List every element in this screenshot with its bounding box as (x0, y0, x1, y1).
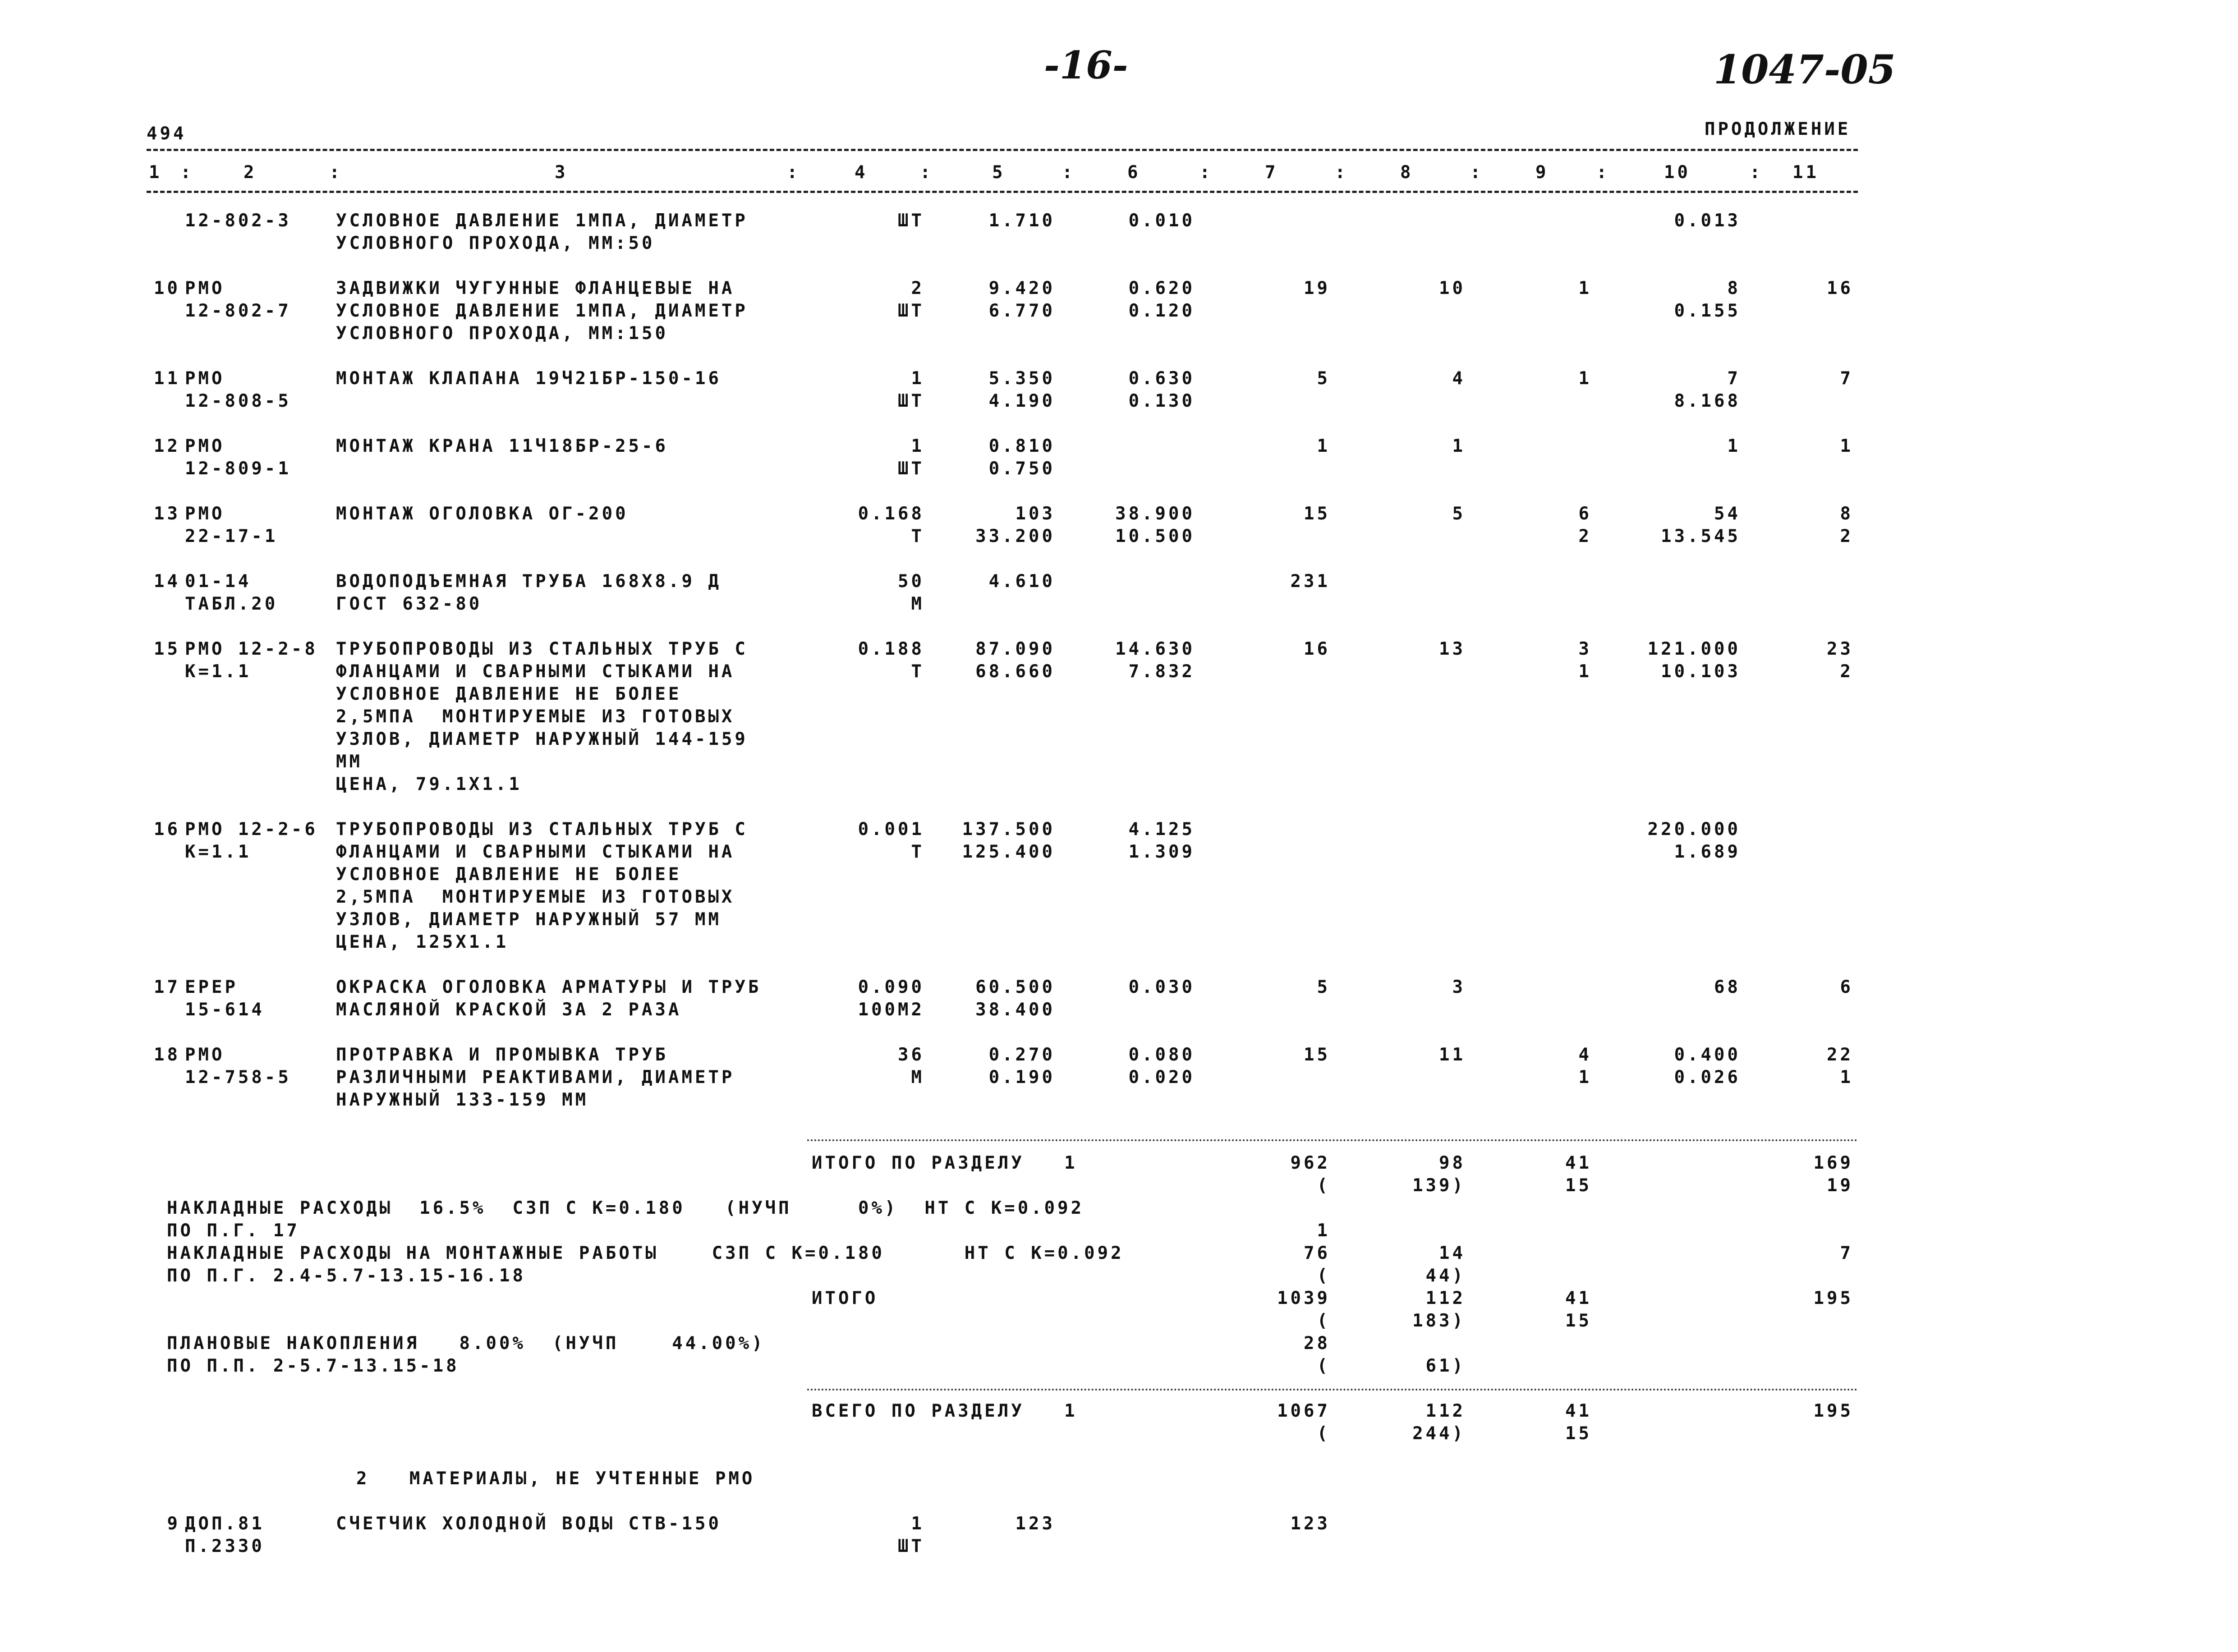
row-cell-c4: М (911, 594, 924, 614)
row-cell-c11: 8 (1840, 504, 1853, 524)
grand-total-rule (807, 1389, 1858, 1390)
row-description: УСЛОВНОЕ ДАВЛЕНИЕ 1МПА, ДИАМЕТР (336, 301, 748, 321)
row-description: НАРУЖНЫЙ 133-159 ММ (336, 1090, 589, 1110)
row-number: 11 (154, 368, 180, 389)
row-cell-c9: 4 (1578, 1045, 1592, 1065)
column-header-7: 7 (1265, 162, 1278, 183)
row-code: П.2330 (185, 1536, 265, 1556)
row-description: СЧЕТЧИК ХОЛОДНОЙ ВОДЫ СТВ-150 (336, 1514, 721, 1534)
row-cell-c6: 0.630 (1128, 368, 1195, 389)
row-code: РМО (185, 278, 225, 298)
row-cell-c5: 33.200 (975, 526, 1055, 546)
subtotal-c9: 41 (1565, 1288, 1592, 1308)
row-cell-c4: ШТ (898, 211, 924, 231)
row-description: УСЛОВНОЕ ДАВЛЕНИЕ НЕ БОЛЕЕ (336, 864, 682, 885)
section-total-c8: 98 (1439, 1153, 1466, 1173)
overhead-charges-c7: 1 (1317, 1221, 1330, 1241)
row-cell-c7: 16 (1304, 639, 1330, 659)
row-code: РМО (185, 504, 225, 524)
row-cell-c6: 38.900 (1115, 504, 1195, 524)
grand-total-c11: 195 (1813, 1401, 1853, 1421)
row-cell-c11: 22 (1827, 1045, 1853, 1065)
row-cell-c10: 0.026 (1674, 1067, 1741, 1088)
row-description: ФЛАНЦАМИ И СВАРНЫМИ СТЫКАМИ НА (336, 661, 735, 682)
row-cell-c10: 121.000 (1647, 639, 1741, 659)
row-cell-c6: 4.125 (1128, 819, 1195, 840)
row-cell-c5: 5.350 (988, 368, 1055, 389)
subtotal-c9: 15 (1565, 1311, 1592, 1331)
row-number: 17 (154, 977, 180, 997)
section-total-label: ИТОГО ПО РАЗДЕЛУ 1 (812, 1153, 1078, 1173)
row-cell-c10: 0.013 (1674, 211, 1741, 231)
row-cell-c5: 87.090 (975, 639, 1055, 659)
row-cell-c8: 3 (1452, 977, 1466, 997)
row-cell-c4: 50 (898, 571, 924, 592)
installation-overhead-c7: 76 (1304, 1243, 1330, 1263)
grand-total-c9: 41 (1565, 1401, 1592, 1421)
row-cell-c6: 0.120 (1128, 301, 1195, 321)
column-header-2: 2 (244, 162, 257, 183)
row-cell-c11: 2 (1840, 661, 1853, 682)
subtotal-c8: 112 (1425, 1288, 1466, 1308)
row-cell-c10: 8 (1727, 278, 1741, 298)
row-description: ЦЕНА, 125Х1.1 (336, 932, 509, 952)
row-description: ПРОТРАВКА И ПРОМЫВКА ТРУБ (336, 1045, 668, 1065)
row-cell-c5: 137.500 (962, 819, 1055, 840)
continuation-label: ПРОДОЛЖЕНИЕ (1705, 119, 1851, 139)
column-separator: : (1596, 162, 1610, 183)
totals-top-rule (807, 1139, 1858, 1141)
row-cell-c5: 60.500 (975, 977, 1055, 997)
row-cell-c4: 0.168 (858, 504, 924, 524)
row-cell-c6: 0.130 (1128, 391, 1195, 411)
column-separator: : (1199, 162, 1213, 183)
table-header-rule (147, 191, 1858, 193)
row-description: УЗЛОВ, ДИАМЕТР НАРУЖНЫЙ 57 ММ (336, 909, 721, 930)
row-cell-c8: 11 (1439, 1045, 1466, 1065)
column-separator: : (1335, 162, 1348, 183)
row-code: К=1.1 (185, 842, 252, 862)
row-cell-c5: 1.710 (988, 211, 1055, 231)
grand-total-c8: 244) (1412, 1423, 1466, 1444)
row-description: УСЛОВНОГО ПРОХОДА, ММ:150 (336, 323, 668, 344)
row-cell-c5: 4.190 (988, 391, 1055, 411)
column-separator: : (1750, 162, 1763, 183)
grand-total-c8: 112 (1425, 1401, 1466, 1421)
column-separator: : (920, 162, 933, 183)
row-cell-c9: 1 (1578, 1067, 1592, 1088)
row-cell-c7: 231 (1290, 571, 1330, 592)
row-cell-c4: 2 (911, 278, 924, 298)
row-cell-c7: 123 (1290, 1514, 1330, 1534)
row-cell-c8: 13 (1439, 639, 1466, 659)
row-cell-c9: 6 (1578, 504, 1592, 524)
row-code: 12-808-5 (185, 391, 291, 411)
row-cell-c6: 1.309 (1128, 842, 1195, 862)
row-number: 13 (154, 504, 180, 524)
column-header-6: 6 (1127, 162, 1141, 183)
row-cell-c6: 7.832 (1128, 661, 1195, 682)
row-number: 18 (154, 1045, 180, 1065)
row-number: 14 (154, 571, 180, 592)
row-cell-c5: 4.610 (988, 571, 1055, 592)
row-cell-c5: 6.770 (988, 301, 1055, 321)
row-code: 12-802-7 (185, 301, 291, 321)
grand-total-c7: ( (1317, 1423, 1330, 1444)
section-total-c9: 41 (1565, 1153, 1592, 1173)
row-description: ММ (336, 752, 363, 772)
row-cell-c6: 0.620 (1128, 278, 1195, 298)
planned-savings-c7: ( (1317, 1356, 1330, 1376)
row-cell-c4: 0.001 (858, 819, 924, 840)
row-description: УЗЛОВ, ДИАМЕТР НАРУЖНЫЙ 144-159 (336, 729, 748, 749)
column-header-10: 10 (1664, 162, 1691, 183)
column-separator: : (787, 162, 800, 183)
row-cell-c4: 36 (898, 1045, 924, 1065)
row-cell-c10: 68 (1714, 977, 1741, 997)
row-cell-c4: ШТ (898, 391, 924, 411)
row-cell-c6: 0.080 (1128, 1045, 1195, 1065)
row-cell-c4: Т (911, 842, 924, 862)
section-total-c8: 139) (1412, 1175, 1466, 1196)
row-description: УСЛОВНОГО ПРОХОДА, ММ:50 (336, 233, 655, 253)
row-number: 15 (154, 639, 180, 659)
planned-savings-c8: 61) (1425, 1356, 1466, 1376)
row-code: РМО (185, 368, 225, 389)
row-cell-c9: 1 (1578, 661, 1592, 682)
row-cell-c9: 3 (1578, 639, 1592, 659)
row-cell-c10: 10.103 (1661, 661, 1741, 682)
row-cell-c5: 0.810 (988, 436, 1055, 456)
row-cell-c4: 1 (911, 1514, 924, 1534)
installation-overhead-text: ПО П.Г. 2.4-5.7-13.15-16.18 (167, 1266, 526, 1286)
row-cell-c4: Т (911, 526, 924, 546)
installation-overhead-text: НАКЛАДНЫЕ РАСХОДЫ НА МОНТАЖНЫЕ РАБОТЫ СЗП С К=0.180 НТ С К=0.092 (167, 1243, 1124, 1263)
grand-total-c7: 1067 (1277, 1401, 1330, 1421)
row-cell-c10: 54 (1714, 504, 1741, 524)
column-separator: : (180, 162, 194, 183)
subtotal-label: ИТОГО (812, 1288, 878, 1308)
installation-overhead-c8: 44) (1425, 1266, 1466, 1286)
row-cell-c9: 2 (1578, 526, 1592, 546)
row-cell-c7: 15 (1304, 1045, 1330, 1065)
row-code: РМО 12-2-8 (185, 639, 318, 659)
row-code: 01-14 (185, 571, 252, 592)
row-description: УСЛОВНОЕ ДАВЛЕНИЕ 1МПА, ДИАМЕТР (336, 211, 748, 231)
row-cell-c7: 1 (1317, 436, 1330, 456)
row-cell-c10: 13.545 (1661, 526, 1741, 546)
section-total-c7: 962 (1290, 1153, 1330, 1173)
row-code: ДОП.81 (185, 1514, 265, 1534)
row-description: ФЛАНЦАМИ И СВАРНЫМИ СТЫКАМИ НА (336, 842, 735, 862)
row-code: 12-809-1 (185, 459, 291, 479)
overhead-charges-text: НАКЛАДНЫЕ РАСХОДЫ 16.5% СЗП С К=0.180 (НУЧП 0%) НТ С К=0.092 (167, 1198, 1085, 1218)
row-code: ЕРЕР (185, 977, 238, 997)
row-cell-c5: 38.400 (975, 1000, 1055, 1020)
row-description: МОНТАЖ КЛАПАНА 19Ч21БР-150-16 (336, 368, 721, 389)
row-cell-c11: 23 (1827, 639, 1853, 659)
row-code: 22-17-1 (185, 526, 278, 546)
row-description: 2,5МПА МОНТИРУЕМЫЕ ИЗ ГОТОВЫХ (336, 707, 735, 727)
sheet-number: 494 (147, 124, 187, 144)
row-cell-c5: 103 (1015, 504, 1055, 524)
row-cell-c6: 0.020 (1128, 1067, 1195, 1088)
row-cell-c10: 0.155 (1674, 301, 1741, 321)
row-code: 15-614 (185, 1000, 265, 1020)
row-cell-c9: 1 (1578, 278, 1592, 298)
row-cell-c4: 0.090 (858, 977, 924, 997)
section-total-c7: ( (1317, 1175, 1330, 1196)
row-cell-c5: 0.750 (988, 459, 1055, 479)
subtotal-c7: ( (1317, 1311, 1330, 1331)
row-number: 10 (154, 278, 180, 298)
subtotal-c11: 195 (1813, 1288, 1853, 1308)
page-number: -16- (1044, 43, 1128, 87)
row-cell-c4: 0.188 (858, 639, 924, 659)
column-header-4: 4 (855, 162, 868, 183)
grand-total-c9: 15 (1565, 1423, 1592, 1444)
row-cell-c7: 5 (1317, 368, 1330, 389)
row-cell-c4: М (911, 1067, 924, 1088)
row-cell-c10: 0.400 (1674, 1045, 1741, 1065)
row-description: ЦЕНА, 79.1Х1.1 (336, 774, 522, 794)
row-description: МАСЛЯНОЙ КРАСКОЙ ЗА 2 РАЗА (336, 1000, 682, 1020)
document-code: 1047-05 (1714, 46, 1896, 93)
installation-overhead-c8: 14 (1439, 1243, 1466, 1263)
grand-total-label: ВСЕГО ПО РАЗДЕЛУ 1 (812, 1401, 1078, 1421)
row-cell-c4: Т (911, 661, 924, 682)
column-separator: : (1062, 162, 1075, 183)
row-cell-c4: ШТ (898, 459, 924, 479)
row-code: 12-802-3 (185, 211, 291, 231)
row-cell-c5: 125.400 (962, 842, 1055, 862)
row-cell-c6: 0.010 (1128, 211, 1195, 231)
row-cell-c6: 14.630 (1115, 639, 1195, 659)
column-header-3: 3 (555, 162, 568, 183)
row-cell-c5: 0.190 (988, 1067, 1055, 1088)
row-cell-c4: ШТ (898, 301, 924, 321)
row-cell-c7: 15 (1304, 504, 1330, 524)
row-description: РАЗЛИЧНЫМИ РЕАКТИВАМИ, ДИАМЕТР (336, 1067, 735, 1088)
row-number: 9 (167, 1514, 180, 1534)
row-cell-c7: 5 (1317, 977, 1330, 997)
row-code: 12-758-5 (185, 1067, 291, 1088)
row-cell-c11: 1 (1840, 436, 1853, 456)
row-cell-c4: ШТ (898, 1536, 924, 1556)
installation-overhead-c11: 7 (1840, 1243, 1853, 1263)
row-cell-c11: 16 (1827, 278, 1853, 298)
planned-savings-c7: 28 (1304, 1333, 1330, 1354)
row-description: МОНТАЖ ОГОЛОВКА ОГ-200 (336, 504, 629, 524)
column-header-8: 8 (1400, 162, 1414, 183)
row-cell-c6: 10.500 (1115, 526, 1195, 546)
row-description: МОНТАЖ КРАНА 11Ч18БР-25-6 (336, 436, 668, 456)
row-cell-c8: 4 (1452, 368, 1466, 389)
row-cell-c11: 6 (1840, 977, 1853, 997)
section-total-c11: 19 (1827, 1175, 1853, 1196)
row-description: ТРУБОПРОВОДЫ ИЗ СТАЛЬНЫХ ТРУБ С (336, 639, 748, 659)
row-cell-c7: 19 (1304, 278, 1330, 298)
row-cell-c11: 1 (1840, 1067, 1853, 1088)
row-cell-c4: 1 (911, 436, 924, 456)
row-cell-c5: 123 (1015, 1514, 1055, 1534)
column-header-5: 5 (992, 162, 1006, 183)
section-total-c9: 15 (1565, 1175, 1592, 1196)
section2-heading: 2 МАТЕРИАЛЫ, НЕ УЧТЕННЫЕ РМО (356, 1468, 755, 1489)
row-description: ВОДОПОДЪЕМНАЯ ТРУБА 168Х8.9 Д (336, 571, 721, 592)
row-description: 2,5МПА МОНТИРУЕМЫЕ ИЗ ГОТОВЫХ (336, 887, 735, 907)
row-cell-c10: 7 (1727, 368, 1741, 389)
row-cell-c9: 1 (1578, 368, 1592, 389)
table-top-rule (147, 149, 1858, 151)
row-code: РМО 12-2-6 (185, 819, 318, 840)
row-cell-c11: 7 (1840, 368, 1853, 389)
column-separator: : (1470, 162, 1484, 183)
row-cell-c11: 2 (1840, 526, 1853, 546)
row-cell-c5: 0.270 (988, 1045, 1055, 1065)
row-code: ТАБЛ.20 (185, 594, 278, 614)
planned-savings-text: ПЛАНОВЫЕ НАКОПЛЕНИЯ 8.00% (НУЧП 44.00%) (167, 1333, 765, 1354)
row-cell-c5: 68.660 (975, 661, 1055, 682)
row-code: РМО (185, 436, 225, 456)
row-cell-c10: 1.689 (1674, 842, 1741, 862)
row-cell-c5: 9.420 (988, 278, 1055, 298)
row-code: К=1.1 (185, 661, 252, 682)
row-cell-c8: 5 (1452, 504, 1466, 524)
row-cell-c4: 1 (911, 368, 924, 389)
row-number: 16 (154, 819, 180, 840)
row-cell-c10: 220.000 (1647, 819, 1741, 840)
planned-savings-text: ПО П.П. 2-5.7-13.15-18 (167, 1356, 460, 1376)
row-cell-c6: 0.030 (1128, 977, 1195, 997)
column-separator: : (329, 162, 343, 183)
row-description: УСЛОВНОЕ ДАВЛЕНИЕ НЕ БОЛЕЕ (336, 684, 682, 704)
row-code: РМО (185, 1045, 225, 1065)
row-number: 12 (154, 436, 180, 456)
row-description: ГОСТ 632-80 (336, 594, 483, 614)
row-description: ОКРАСКА ОГОЛОВКА АРМАТУРЫ И ТРУБ (336, 977, 762, 997)
row-cell-c8: 10 (1439, 278, 1466, 298)
row-description: ТРУБОПРОВОДЫ ИЗ СТАЛЬНЫХ ТРУБ С (336, 819, 748, 840)
section-total-c11: 169 (1813, 1153, 1853, 1173)
overhead-charges-text: ПО П.Г. 17 (167, 1221, 300, 1241)
column-header-11: 11 (1792, 162, 1819, 183)
column-header-1: 1 (149, 162, 162, 183)
subtotal-c7: 1039 (1277, 1288, 1330, 1308)
row-cell-c10: 8.168 (1674, 391, 1741, 411)
column-header-9: 9 (1535, 162, 1549, 183)
installation-overhead-c7: ( (1317, 1266, 1330, 1286)
row-cell-c8: 1 (1452, 436, 1466, 456)
row-cell-c10: 1 (1727, 436, 1741, 456)
row-description: ЗАДВИЖКИ ЧУГУННЫЕ ФЛАНЦЕВЫЕ НА (336, 278, 735, 298)
row-cell-c4: 100М2 (858, 1000, 924, 1020)
subtotal-c8: 183) (1412, 1311, 1466, 1331)
